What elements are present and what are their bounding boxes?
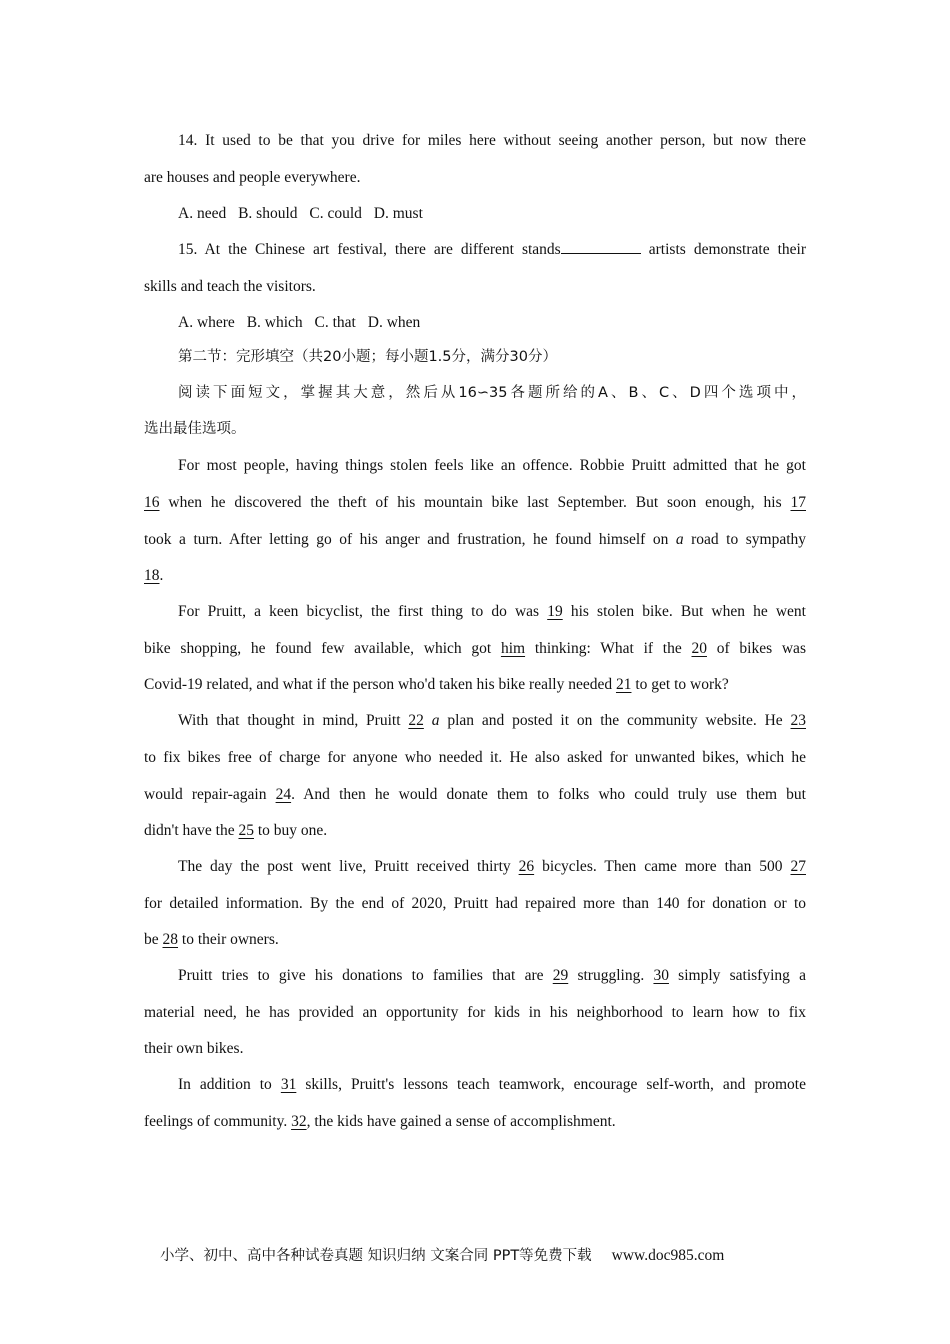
p2-line-3 <box>144 667 806 702</box>
p1-italic-a: a <box>675 531 684 548</box>
q15-option-a: A. where <box>178 314 235 331</box>
p1-line-2 <box>144 484 806 521</box>
p3-line-3 <box>144 776 806 813</box>
blank-30: 30 <box>653 967 669 984</box>
p1-text: when he discovered the theft of his mountain bike last September. But soon enough, his <box>159 494 791 511</box>
p3-text: plan and posted it on the community website. He <box>439 712 791 729</box>
p2-line-2 <box>144 630 806 667</box>
p1-line-4 <box>144 558 806 593</box>
p2-text: to get to work? <box>631 676 729 693</box>
q14-option-d: D. must <box>373 205 423 222</box>
p5-text: simply satisfying a <box>668 967 806 984</box>
blank-29: 29 <box>552 967 569 984</box>
p2-text: of bikes was <box>706 640 806 657</box>
p4-line-2: for detailed information. By the end of 2020, Pruitt had repaired more than 140 for donation or to <box>144 895 806 912</box>
blank-17: 17 <box>790 494 806 511</box>
page-footer <box>160 1244 800 1265</box>
blank-28: 28 <box>162 931 179 948</box>
p4-text: The day the post went live, Pruitt received thirty <box>178 858 519 875</box>
p2-text: his stolen bike. But when he went <box>562 603 806 620</box>
q14-line-2: are houses and people everywhere. <box>144 169 361 186</box>
p5-line-1 <box>144 957 806 994</box>
p4-text: bicycles. Then came more than 500 <box>534 858 791 875</box>
blank-25: 25 <box>238 822 254 839</box>
p2-text: thinking: What if the <box>525 640 692 657</box>
p6-text: , the kids have gained a sense of accomplishment. <box>306 1113 616 1130</box>
footer-text: 小学、初中、高中各种试卷真题 知识归纳 文案合同 PPT等免费下载 <box>160 1248 592 1264</box>
section-heading: 第二节：完形填空（共20小题；每小题1.5分，满分30分） <box>178 349 557 365</box>
q14-option-c: C. could <box>309 205 362 222</box>
p3-text: to buy one. <box>253 822 328 839</box>
p3-text: . And then he would donate them to folks who could truly use them but <box>291 786 806 803</box>
p6-line-1 <box>144 1066 806 1103</box>
blank-18: 18 <box>144 567 160 584</box>
blank-24: 24 <box>275 786 292 803</box>
blank-31: 31 <box>280 1076 297 1093</box>
p4-text: to their owners. <box>178 931 279 948</box>
blank-22: 22 <box>408 712 424 729</box>
section-instruction-line-2: 选出最佳选项。 <box>144 421 246 437</box>
blank-32: 32 <box>291 1113 307 1130</box>
q14-option-a: A. need <box>178 205 227 222</box>
p6-line-2 <box>144 1103 806 1140</box>
p3-line-1 <box>144 702 806 739</box>
p4-line-3 <box>144 922 806 957</box>
p5-line-3: their own bikes. <box>144 1040 244 1057</box>
q15-option-b: B. which <box>246 314 303 331</box>
p3-line-2: to fix bikes free of charge for anyone who needed it. He also asked for unwanted bikes, which he <box>144 749 806 766</box>
q15-options <box>144 305 806 340</box>
p6-text: In addition to <box>178 1076 281 1093</box>
p3-italic-a: a <box>431 712 440 729</box>
blank-19: 19 <box>547 603 563 620</box>
p2-line-1 <box>144 593 806 630</box>
p3-text: would repair-again <box>144 786 276 803</box>
document-body <box>144 122 806 1140</box>
p2-text: Covid-19 related, and what if the person who'd taken his bike really needed <box>144 676 616 693</box>
p4-text: be <box>144 931 163 948</box>
p2-text: For Pruitt, a keen bicyclist, the first thing to do was <box>178 603 548 620</box>
blank-27: 27 <box>790 858 806 875</box>
q15-text-after: artists demonstrate their <box>648 241 806 258</box>
p6-text: skills, Pruitt's lessons teach teamwork, encourage self-worth, and promote <box>296 1076 806 1093</box>
q15-line-2: skills and teach the visitors. <box>144 278 316 295</box>
p1-line-3 <box>144 521 806 558</box>
q15-blank <box>561 239 641 254</box>
p1-text: road to sympathy <box>683 531 806 548</box>
q15-option-d: D. when <box>367 314 421 331</box>
q15-text-before: 15. At the Chinese art festival, there are different stands <box>178 241 561 258</box>
p5-line-2: material need, he has provided an opportunity for kids in his neighborhood to learn how to fix <box>144 1004 806 1021</box>
p2-text: bike shopping, he found few available, which got <box>144 640 501 657</box>
p2-underlined-him: him <box>500 640 526 657</box>
q15-line-1 <box>144 231 806 268</box>
p3-text: With that thought in mind, Pruitt <box>178 712 409 729</box>
blank-20: 20 <box>691 640 707 657</box>
p5-text: Pruitt tries to give his donations to families that are <box>178 967 553 984</box>
p4-line-1 <box>144 848 806 885</box>
p3-line-4 <box>144 813 806 848</box>
footer-url[interactable]: www.doc985.com <box>611 1247 725 1264</box>
blank-23: 23 <box>790 712 806 729</box>
p3-text: didn't have the <box>144 822 239 839</box>
p1-line-1: For most people, having things stolen feels like an offence. Robbie Pruitt admitted that he got <box>178 457 806 474</box>
p1-text: . <box>159 567 164 584</box>
p5-text: struggling. <box>568 967 654 984</box>
blank-26: 26 <box>518 858 535 875</box>
q14-options <box>144 196 806 231</box>
q15-option-c: C. that <box>314 314 356 331</box>
blank-21: 21 <box>615 676 632 693</box>
section-instruction-line-1: 阅读下面短文，掌握其大意，然后从16∽35各题所给的A、B、C、D四个选项中， <box>178 385 806 401</box>
p6-text: feelings of community. <box>144 1113 292 1130</box>
blank-16: 16 <box>144 494 160 511</box>
q14-option-b: B. should <box>238 205 298 222</box>
p1-text: took a turn. After letting go of his anger and frustration, he found himself on <box>144 531 676 548</box>
q14-line-1: 14. It used to be that you drive for miles here without seeing another person, but now there <box>178 132 806 149</box>
